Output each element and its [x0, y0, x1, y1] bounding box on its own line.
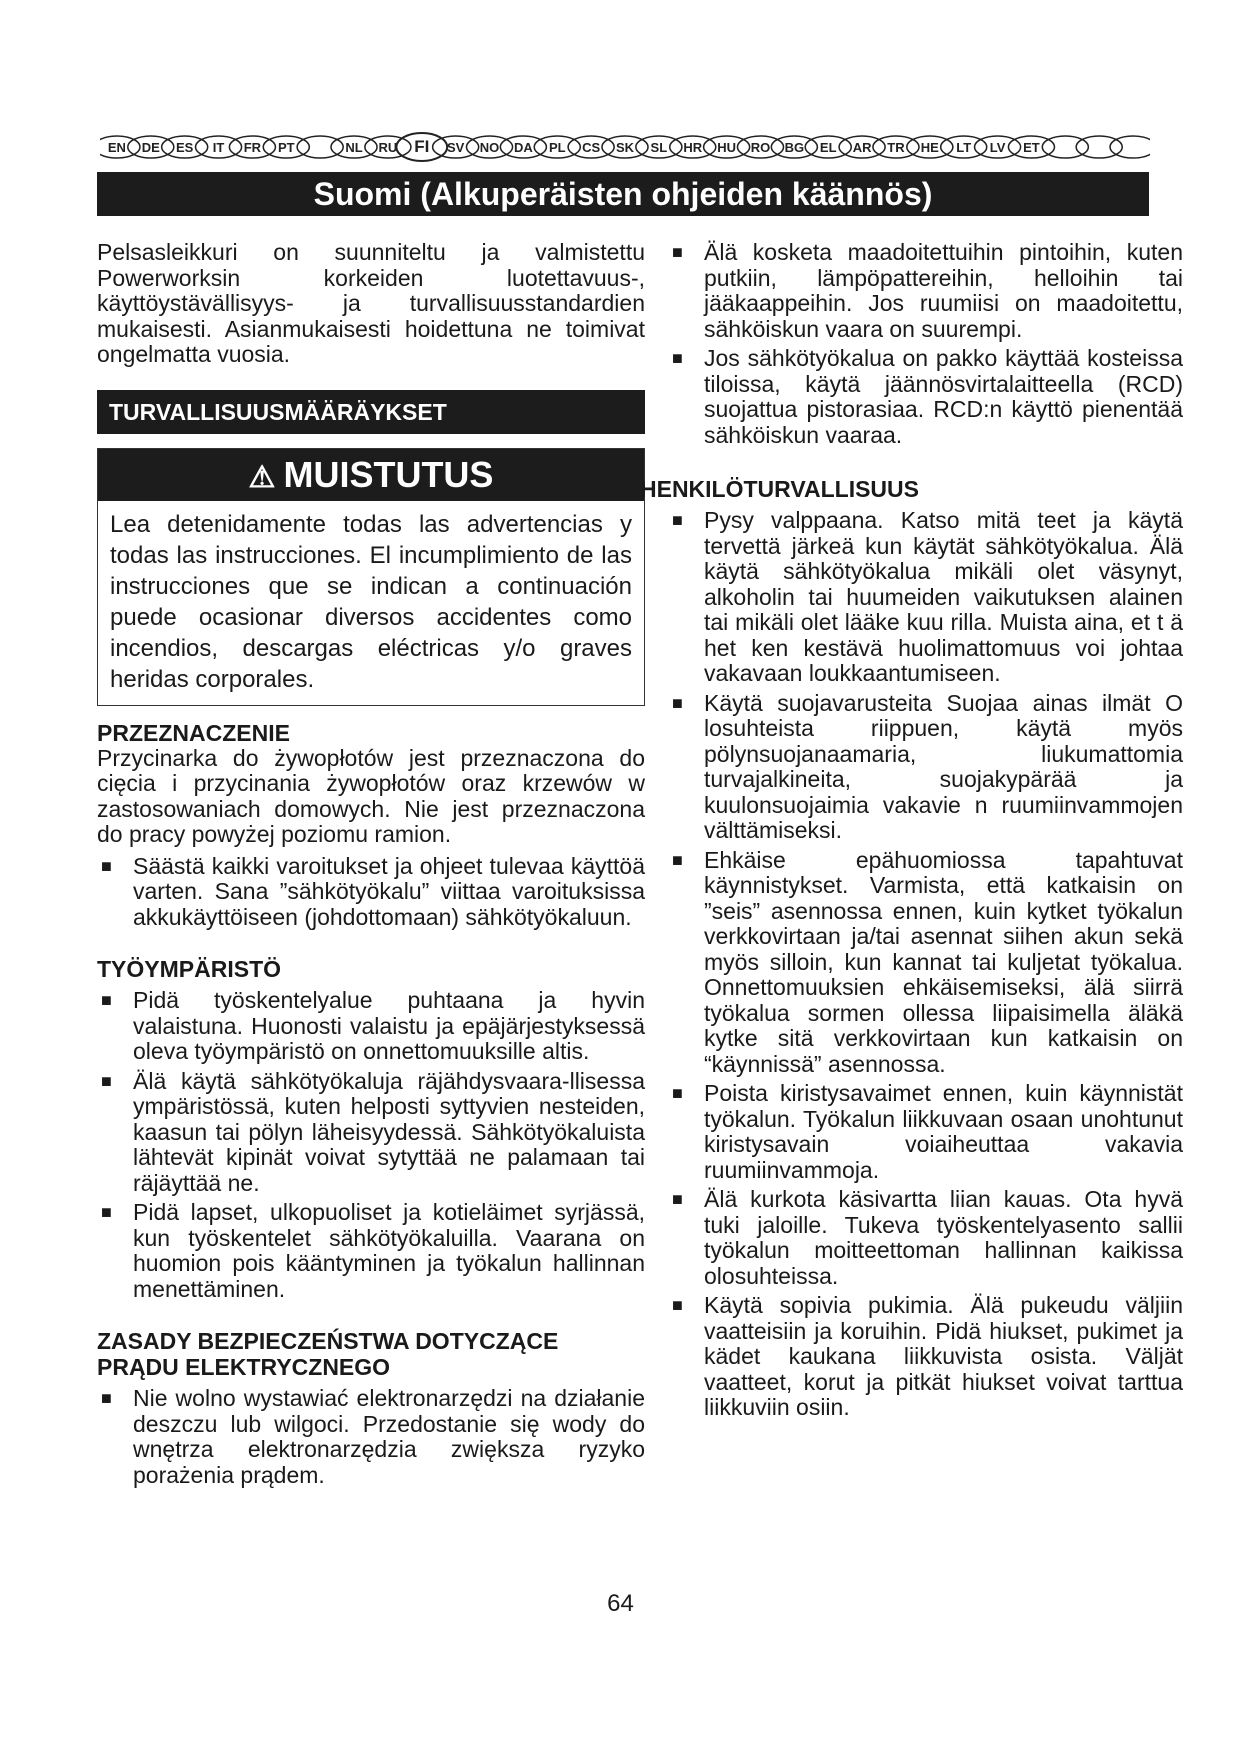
workplace-item-3: ■ Pidä lapset, ulkopuoliset ja kotieläimet syrjässä, kun työskentelet sähkötyökaluilla. Vaarana on huomion pois kääntyminen ja työkalun hallinnan menettäminen. — [133, 1200, 645, 1302]
personal-item-4: ■ Poista kiristysavaimet ennen, kuin käynnistät työkalun. Työkalun liikkuvaan osaan unohtunut kiristysavain voiaiheuttaa vakavia ruumiinvammoja. — [668, 1081, 1183, 1183]
lang-label-lv: LV — [989, 140, 1006, 155]
personal-item-6: ■ Käytä sopivia pukimia. Älä pukeudu väljiin vaatteisiin ja koruihin. Pidä hiukset, pukimet ja kädet kaukana liikkuvista osista. Väljät vaatteet, korut ja pitkät hiukset voivat tarttua liikkuviin osiin. — [668, 1293, 1183, 1421]
lang-label-hu: HU — [717, 140, 737, 155]
language-selector-bar — [100, 132, 1150, 162]
workplace-heading: TYÖYMPÄRISTÖ — [97, 956, 282, 982]
lang-label-bg: BG — [784, 140, 805, 155]
page-number: 64 — [607, 1590, 634, 1617]
electrical-item-3: ■ Jos sähkötyökalua on pakko käyttää kosteissa tiloissa, käytä jäännösvirtalaitteella (RCD) suojattua pistorasiaa. RCD:n käyttö pienentää sähköiskun vaaraa. — [668, 346, 1183, 448]
electrical-heading: ZASADY BEZPIECZEŃSTWA DOTYCZĄCE PRĄDU ELEKTRYCZNEGO — [97, 1328, 559, 1380]
lang-tab-blank-30 — [1110, 136, 1150, 158]
lang-label-de: DE — [141, 140, 160, 155]
purpose-heading: PRZEZNACZENIE — [97, 719, 290, 746]
lang-label-he: HE — [920, 140, 939, 155]
lang-label-nl: NL — [345, 140, 363, 155]
lang-label-fr: FR — [243, 140, 262, 155]
personal-item-1: ■ Pysy valppaana. Katso mitä teet ja käytä tervettä järkeä kun käytät sähkötyökalua. Älä käytä sähkötyökalua mikäli olet väsynyt, alkoholin tai huumeiden vaikutuksen alainen tai mikäli olet lääke kuu rilla. Muista aina, et t ä het ken kestävä huolimattomuus voi johtaa vakavaan loukkaantumiseen. — [668, 508, 1183, 687]
left-column — [97, 240, 645, 1492]
page-title: Suomi (Alkuperäisten ohjeiden käännös) — [97, 172, 1149, 216]
lang-label-sk: SK — [615, 140, 635, 155]
lang-label-tr: TR — [887, 140, 905, 155]
lang-label-sl: SL — [650, 140, 668, 155]
lang-label-da: DA — [513, 140, 533, 155]
workplace-item-2: ■ Älä käytä sähkötyökaluja räjähdysvaara-llisessa ympäristössä, kuten helposti syttyvien nesteiden, kaasun tai pölyn läheisyydessä. Sähkötyökaluista lähtevät kipinät voivat sytyttää ne palamaan tai räjäyttää ne. — [133, 1069, 645, 1197]
notice-heading: MUISTUTUS — [283, 453, 494, 495]
safety-heading: TURVALLISUUSMÄÄRÄYKSET — [97, 390, 645, 434]
lang-label-en: EN — [107, 140, 126, 155]
lang-label-es: ES — [176, 140, 194, 155]
lang-label-pl: PL — [548, 140, 566, 155]
lang-label-lt: LT — [956, 140, 972, 155]
personal-item-3: ■ Ehkäise epähuomiossa tapahtuvat käynnistykset. Varmista, että katkaisin on ”seis” asennossa ennen, kuin kytket työkalun verkkovirtaan ja/tai asennat siihen akun sekä myös silloin, kun kannat tai kuljetat työkalua. Onnettomuuksien ehkäisemiseksi, älä siirrä työkalua sormen ollessa liipaisimella äläkä kytke sitä verkkovirtaan kun katkaisin on “käynnissä” asennossa. — [668, 848, 1183, 1078]
lang-label-el: EL — [819, 140, 837, 155]
warning-triangle-icon: ⚠ — [248, 460, 276, 494]
lang-label-no: NO — [479, 140, 500, 155]
lang-label-ru: RU — [378, 140, 398, 155]
personal-heading: HENKILÖTURVALLISUUS — [640, 476, 919, 502]
purpose-text: Przycinarka do żywopłotów jest przeznaczona do cięcia i przycinania żywopłotów oraz krzewów w zastosowaniach domowych. Nie jest przeznaczona do pracy powyżej poziomu ramion. — [97, 744, 645, 847]
lang-label-hr: HR — [683, 140, 703, 155]
lang-label-ar: AR — [852, 140, 872, 155]
language-tabs — [100, 132, 1150, 162]
lang-label-cs: CS — [582, 140, 601, 155]
personal-item-2: ■ Käytä suojavarusteita Suojaa ainas ilmät O losuhteista riippuen, käytä myös pölynsuojanaamaria, liukumattomia turvajalkineita, suojakypärää ja kuulonsuojaimia vakavie n ruumiinvammojen välttämiseksi. — [668, 691, 1183, 844]
intro-paragraph: Pelsasleikkuri on suunniteltu ja valmistettu Powerworksin korkeiden luotettavuus-, käyttöystävällisyys- ja turvallisuusstandardien mukaisesti. Asianmukaisesti hoidettuna ne toimivat ongelmatta vuosia. — [97, 239, 645, 367]
notice-header — [98, 449, 644, 501]
lang-label-sv: SV — [446, 140, 465, 155]
lang-label-it: IT — [212, 140, 225, 155]
purpose-bullet: ■ Säästä kaikki varoitukset ja ohjeet tulevaa käyttöä varten. Sana ”sähkötyökalu” viittaa varoituksissa akkukäyttöiseen (johdottomaan) sähkötyökaluun. — [133, 854, 645, 931]
notice-text: Lea detenidamente todas las advertencias y todas las instrucciones. El incumplimiento de las instrucciones que se indican a continuación puede ocasionar diversos accidentes como incendios, descargas eléctricas y/o graves heridas corporales. — [110, 510, 632, 693]
lang-label-pt: PT — [277, 140, 295, 155]
notice-box — [97, 448, 645, 706]
electrical-item-2: ■ Älä kosketa maadoitettuihin pintoihin, kuten putkiin, lämpöpattereihin, helloihin tai jääkaappeihin. Jos ruumiisi on maadoitettu, sähköiskun vaara on suurempi. — [668, 240, 1183, 342]
electrical-item-1: ■ Nie wolno wystawiać elektronarzędzi na działanie deszczu lub wilgoci. Przedostanie się wody do wnętrza elektronarzędzia zwiększa ryzyko porażenia prądem. — [97, 1386, 645, 1488]
lang-label-et: ET — [1023, 140, 1040, 155]
lang-label-ro: RO — [750, 140, 771, 155]
lang-label-fi: FI — [414, 137, 430, 156]
workplace-item-1: ■ Pidä työskentelyalue puhtaana ja hyvin valaistuna. Huonosti valaistu ja epäjärjestyksessä oleva työympäristö on onnettomuuksille altis. — [133, 988, 645, 1065]
personal-item-5: ■ Älä kurkota käsivartta liian kauas. Ota hyvä tuki jaloille. Tukeva työskentelyasento sallii työkalun moitteettoman hallinnan kaikissa olosuhteissa. — [668, 1187, 1183, 1289]
right-column — [640, 239, 1183, 1425]
